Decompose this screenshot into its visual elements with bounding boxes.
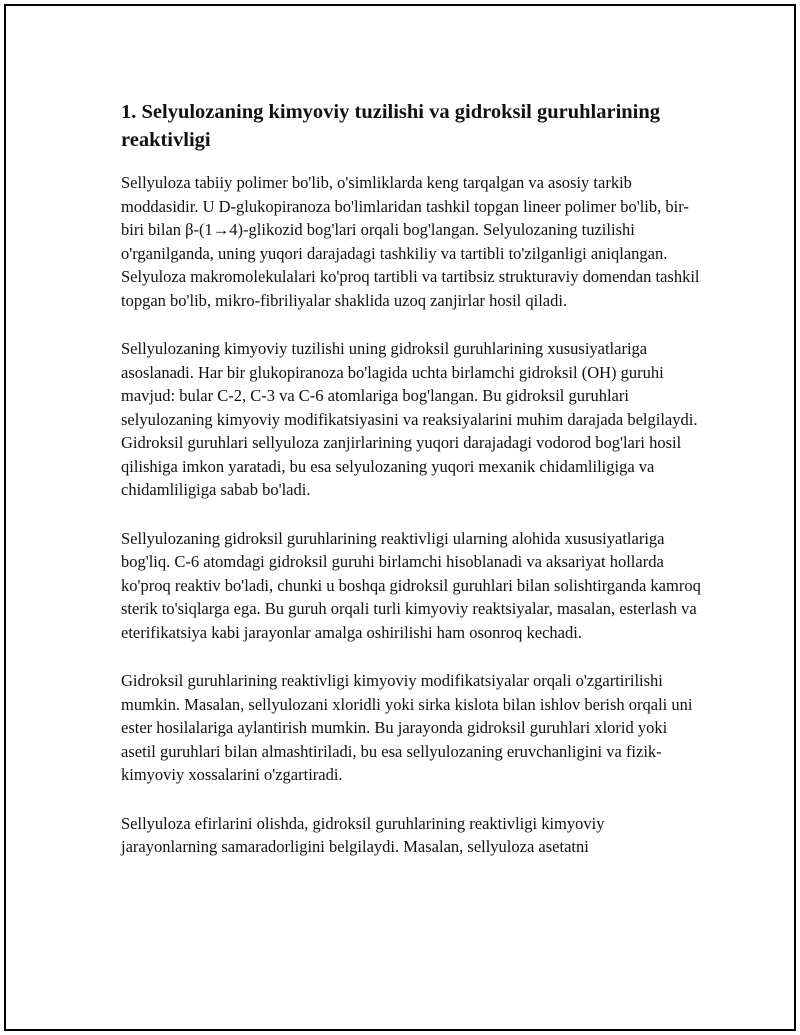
paragraph-2: Sellyulozaning kimyoviy tuzilishi uning gidroksil guruhlarining xususiyatlariga asoslanadi. Har bir glukopiranoza bo'lagida uchta birlamchi gidroksil (OH) guruhi mavjud: bular C-2, C-3 va C-6 atomlariga bog'langan. Bu gidroksil guruhlari selyulozaning kimyoviy modifikatsiyasini va reaksiyalarini muhim darajada belgilaydi. Gidroksil guruhlari sellyuloza zanjirlarining yuqori darajadagi vodorod bog'lari hosil qilishiga imkon yaratadi, bu esa selyulozaning yuqori mexanik chidamliligiga va chidamliligiga sabab bo'ladi. xyxy=(121,339,698,499)
document-body xyxy=(121,98,701,884)
paragraph-3: Sellyulozaning gidroksil guruhlarining reaktivligi ularning alohida xususiyatlariga bog'liq. C-6 atomdagi gidroksil guruhi birlamchi hisoblanadi va aksariyat hollarda ko'proq reaktiv bo'ladi, chunki u boshqa gidroksil guruhlari bilan solishtirganda kamroq sterik to'siqlarga ega. Bu guruh orqali turli kimyoviy reaktsiyalar, masalan, esterlash va eterifikatsiya kabi jarayonlar amalga oshirilishi ham osonroq kechadi. xyxy=(121,528,701,642)
paragraph-5: Sellyuloza efirlarini olishda, gidroksil guruhlarining reaktivligi kimyoviy jarayonlarning samaradorligini belgilaydi. Masalan, sellyuloza asetatni xyxy=(121,813,605,856)
paragraph-1: Sellyuloza tabiiy polimer bo'lib, o'simliklarda keng tarqalgan va asosiy tarkib moddasidir. U D-glukopiranoza bo'limlaridan tashkil topgan lineer polimer bo'lib, bir-biri bilan β-(1→4)-glikozid bog'lari orqali bog'langan. Selyulozaning tuzilishi o'rganilganda, uning yuqori darajadagi tashkiliy va tartibli to'zilganligi aniqlangan. Selyuloza makromolekulalari ko'proq tartibli va tartibsiz strukturaviy domendan tashkil topgan bo'lib, mikro-fibriliyalar shaklida uzoq zanjirlar hosil qiladi. xyxy=(121,173,700,310)
paragraph-4: Gidroksil guruhlarining reaktivligi kimyoviy modifikatsiyalar orqali o'zgartirilishi mumkin. Masalan, sellyulozani xloridli yoki sirka kislota bilan ishlov berish orqali uni ester hosilalariga aylantirish mumkin. Bu jarayonda gidroksil guruhlari xlorid yoki asetil guruhlari bilan almashtiriladi, bu esa sellyulozaning eruvchanligini va fizik-kimyoviy xossalarini o'zgartiradi. xyxy=(121,671,693,784)
section-title: 1. Selyulozaning kimyoviy tuzilishi va gidroksil guruhlarining reaktivligi xyxy=(121,101,661,151)
page-frame xyxy=(4,4,796,1031)
